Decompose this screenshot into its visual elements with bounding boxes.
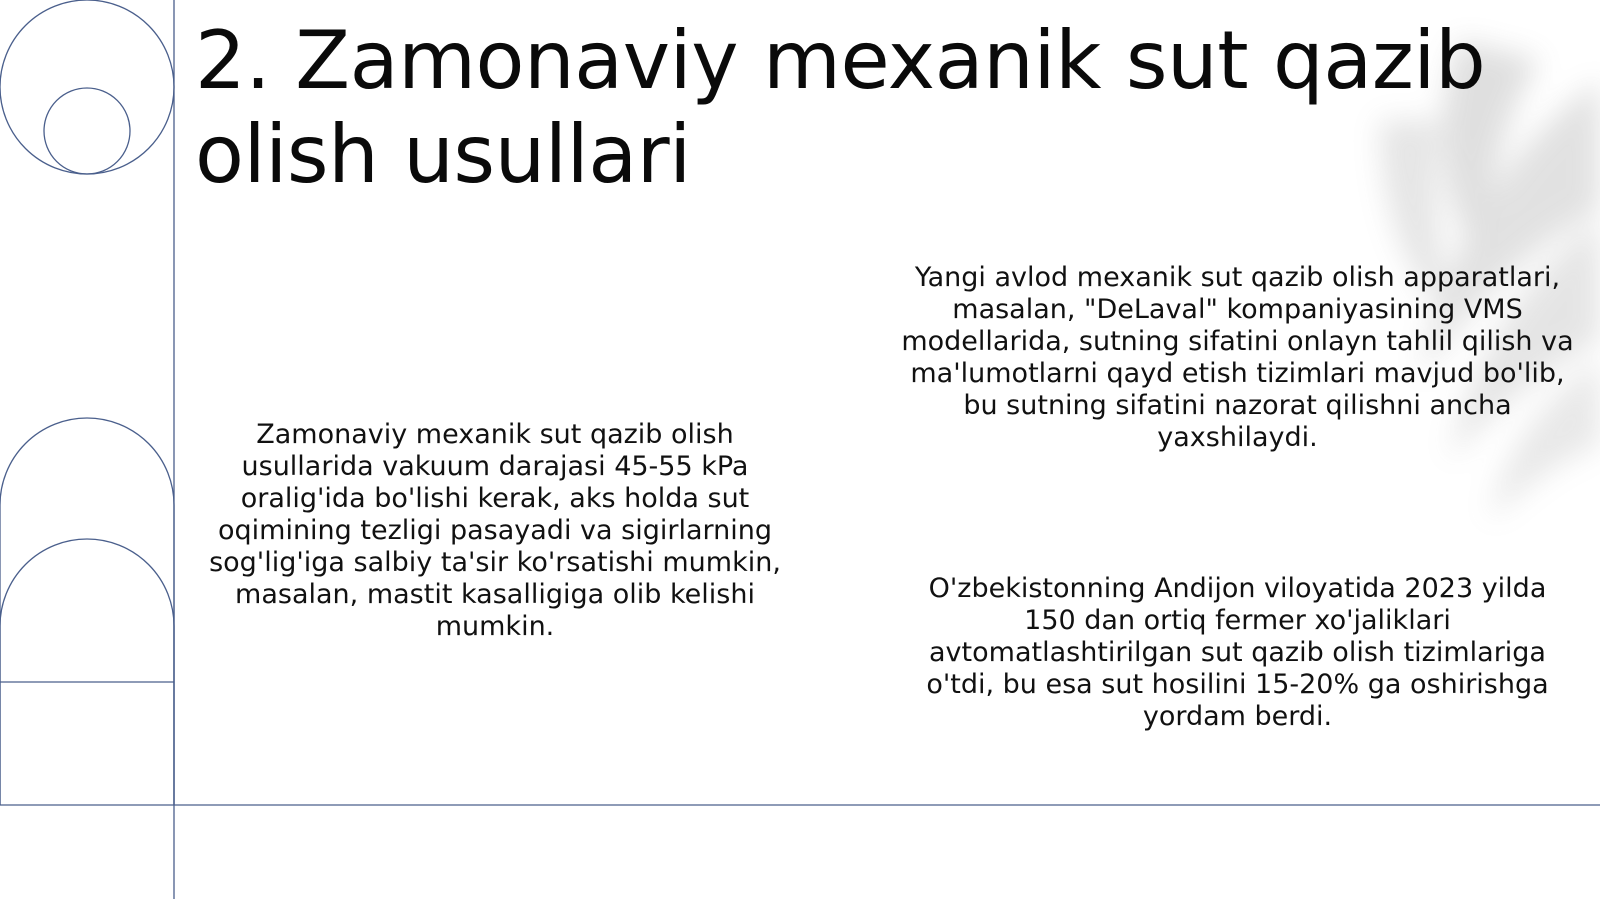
decor-circle-small (44, 88, 130, 174)
paragraph-delaval-vms: Yangi avlod mexanik sut qazib olish apparatlari, masalan, "DeLaval" kompaniyasining VMS modellarida, sutning sifatini onlayn tahlil qilish va ma'lumotlarni qayd etish tizimlari mavjud bo'lib, bu sutning sifatini nazorat qilishni ancha yaxshilaydi. (901, 262, 1574, 453)
decor-arch-outer (0, 418, 174, 805)
slide-title: 2. Zamonaviy mexanik sut qazib olish usullari (195, 14, 1486, 201)
paragraph-andijon-farms: O'zbekistonning Andijon viloyatida 2023 yilda 150 dan ortiq fermer xo'jaliklari avtomatlashtirilgan sut qazib olish tizimlariga o'tdi, bu esa sut hosilini 15-20% ga oshirishga yordam berdi. (926, 573, 1549, 732)
decor-circle-large (0, 0, 174, 174)
paragraph-vacuum-level: Zamonaviy mexanik sut qazib olish usullarida vakuum darajasi 45-55 kPa oralig'ida bo'lishi kerak, aks holda sut oqimining tezligi pasayadi va sigirlarning sog'lig'iga salbiy ta'sir ko'rsatishi mumkin, masalan, mastit kasalligiga olib kelishi mumkin. (209, 419, 781, 642)
decor-arch-inner (0, 539, 174, 805)
